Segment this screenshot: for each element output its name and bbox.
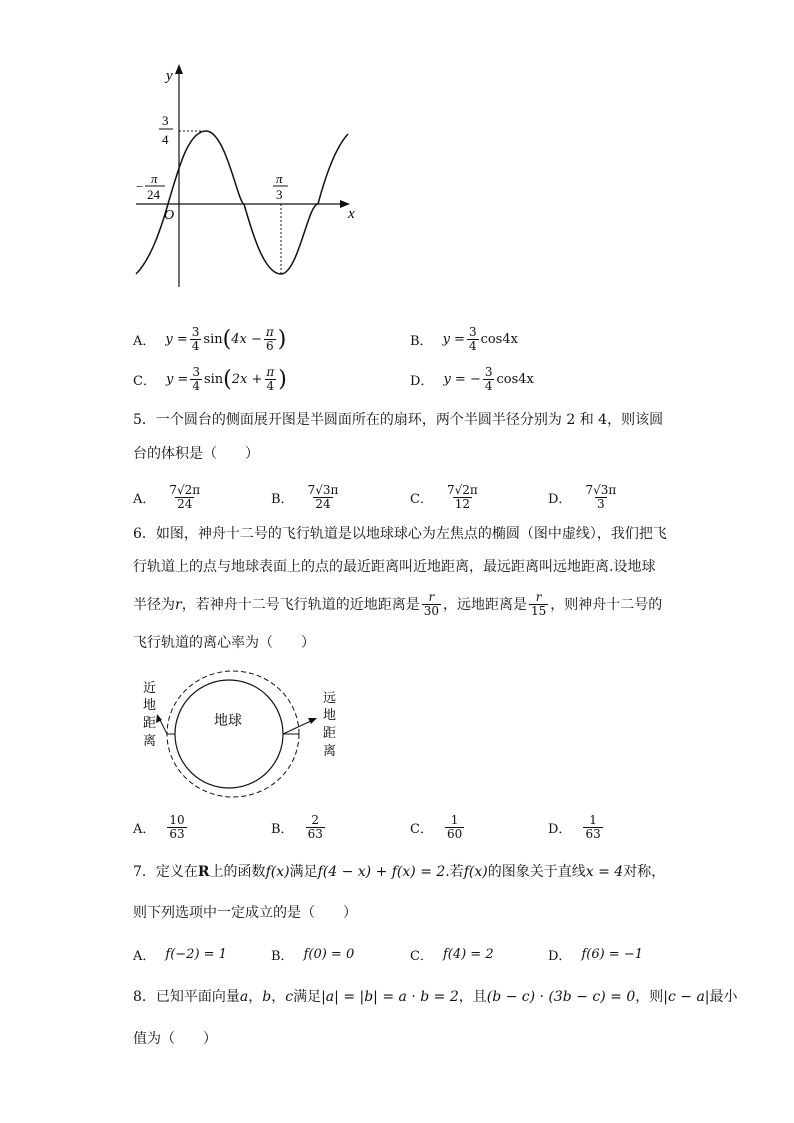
q8-line2: 值为（ ） [133,1031,217,1047]
y-axis-label: y [166,68,173,84]
far-label-4: 离 [323,743,337,758]
earth-circle [175,680,283,788]
q6-line2: 行轨道上的点与地球表面上的点的最近距离叫近地距离，最远距离叫远地距离.设地球 [133,559,656,575]
q6-line4: 飞行轨道的离心率为（ ） [133,635,315,651]
q7-option-a[interactable]: A． f(−2) = 1 [133,947,227,964]
option-label: B． [410,334,433,349]
q7-option-d[interactable]: D． f(6) = −1 [548,947,643,964]
ymax-den: 4 [162,132,169,147]
xright-den: 3 [276,187,283,202]
far-label-1: 远 [323,690,337,705]
xleft-num: π [151,171,158,186]
near-label-1: 近 [143,680,157,695]
option-label: D． [410,374,434,389]
far-label-2: 地 [323,707,337,722]
orbit-diagram [135,668,355,808]
q8-line1: 8．已知平面向量a，b，c满足|a| = |b| = a · b = 2，且(b − c) · (3b − c) = 0，则|c − a|最小 [133,989,738,1005]
option-label: C． [133,374,156,389]
q5-option-d[interactable]: D． $\frac{7√3\pi}{3}$ [548,483,617,511]
earth-label: 地球 [214,714,242,729]
option-label: A． [133,334,156,349]
q7-option-b[interactable]: B． f(0) = 0 [271,947,355,964]
q5-option-b[interactable]: B． $\frac{7√3\pi}{24}$ [271,483,339,511]
near-label-3: 距 [143,715,157,730]
y-axis-arrow [175,64,183,74]
near-label-2: 地 [143,697,157,712]
xright-num: π [276,171,283,186]
q4-option-a[interactable]: A． y = $\frac{3}{4}$ sin ( 4x − $\frac{\pi}{6}$ ) [133,325,287,353]
q6-option-c[interactable]: C． $\frac{1}{60}$ [410,813,463,841]
q7-option-c[interactable]: C． f(4) = 2 [410,947,494,964]
sine-graph [128,62,368,292]
xleft-sign: − [136,179,144,194]
xleft-den: 24 [147,187,160,202]
q6-option-b[interactable]: B． $\frac{2}{63}$ [271,813,323,841]
q7-line1: 7．定义在R上的函数f(x)满足f(4 − x) + f(x) = 2.若f(x)的图象关于直线x = 4对称， [133,864,666,880]
q5-option-a[interactable]: A． $\frac{7√2\pi}{24}$ [133,483,201,511]
q6-line3: 半径为 r ，若神舟十二号飞行轨道的近地距离是 $\frac{r}{30}$ ，远地距离是 $\frac{r}{15}$ ，则神舟十二号的 [133,590,663,618]
q4-option-d[interactable]: D． y = − $\frac{3}{4}$ cos4x [410,365,534,393]
q7-line2: 则下列选项中一定成立的是（ ） [133,905,357,921]
near-label-4: 离 [143,733,157,748]
q5-line1: 5．一个圆台的侧面展开图是半圆面所在的扇环，两个半圆半径分别为 2 和 4，则该圆 [133,412,664,428]
q6-option-d[interactable]: D． $\frac{1}{63}$ [548,813,601,841]
ymax-num: 3 [162,113,169,128]
q5-line2: 台的体积是（ ） [133,446,259,462]
far-label-3: 距 [323,725,337,740]
x-axis-label: x [348,206,355,222]
orbit-ellipse [167,671,299,797]
q4-option-c[interactable]: C． y = $\frac{3}{4}$ sin ( 2x + $\frac{\pi}{4}$ ) [133,365,287,393]
q6-option-a[interactable]: A． $\frac{10}{63}$ [133,813,185,841]
q4-option-b[interactable]: B． y = $\frac{3}{4}$ cos4x [410,325,518,353]
origin-label: O [164,208,175,223]
q6-line1: 6．如图，神舟十二号的飞行轨道是以地球球心为左焦点的椭圆（图中虚线），我们把飞 [133,526,667,542]
q5-option-c[interactable]: C． $\frac{7√2\pi}{12}$ [410,483,478,511]
sine-curve [136,131,348,274]
coef-fraction: $\frac{3}{4}$ [191,325,200,353]
